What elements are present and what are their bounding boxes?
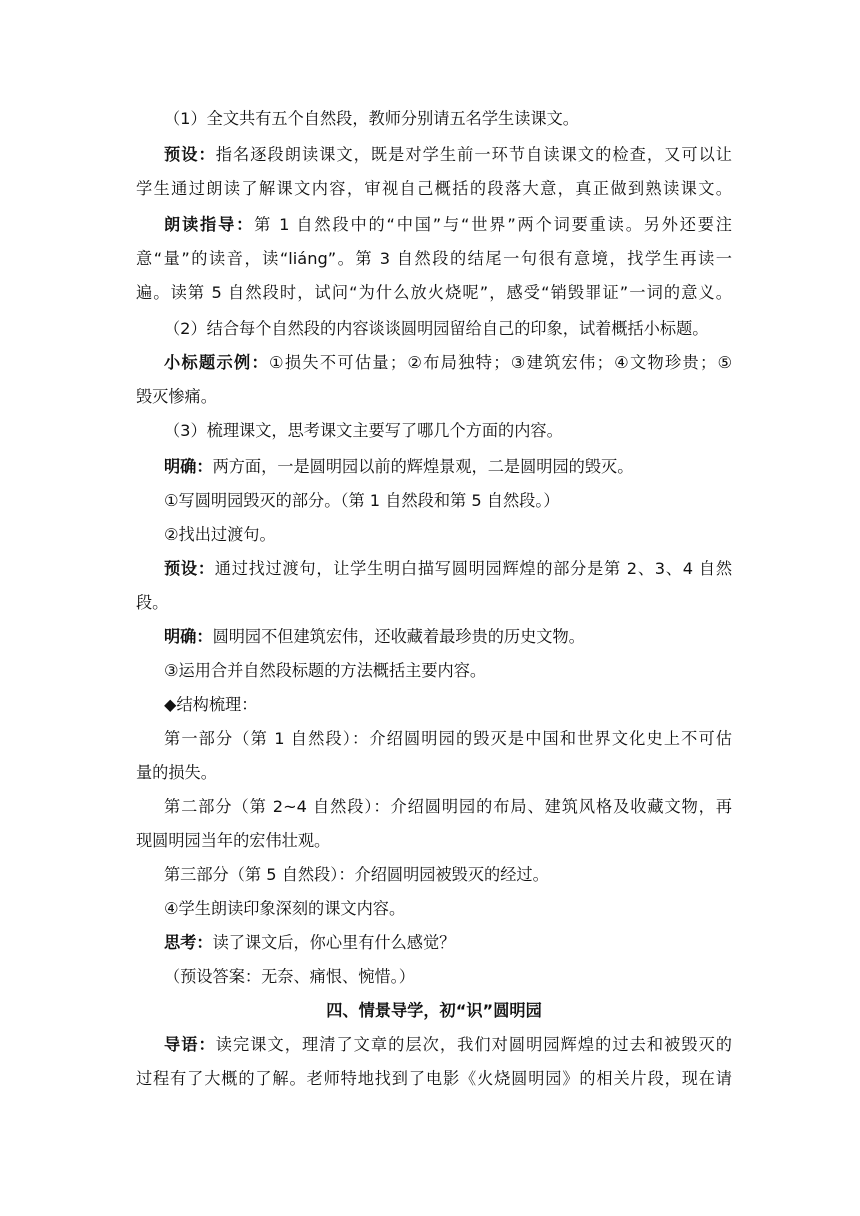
text-line: 预设：通过找过渡句，让学生明白描写圆明园辉煌的部分是第 2、3、4 自然 [164,559,733,578]
text-line: ◆结构梳理： [164,695,258,714]
text-line: 毁灭惨痛。 [136,387,217,406]
text-line: 思考：读了课文后，你心里有什么感觉？ [164,933,456,952]
section-heading: 四、情景导学，初“识”圆明园 [326,1001,542,1020]
text-line: 明确：两方面，一是圆明园以前的辉煌景观，二是圆明园的毁灭。 [164,457,634,476]
text-line: 段。 [136,593,169,612]
text-line: 第一部分（第 1 自然段）：介绍圆明园的毁灭是中国和世界文化史上不可估 [164,729,732,748]
text-line: 朗读指导：第 1 自然段中的“中国”与“世界”两个词要重读。另外还要注 [164,215,732,234]
text-line: 过程有了大概的了解。老师特地找到了电影《火烧圆明园》的相关片段，现在请 [136,1069,732,1088]
text-line: ③运用合并自然段标题的方法概括主要内容。 [164,661,487,680]
text-line: （1）全文共有五个自然段，教师分别请五名学生读课文。 [164,109,579,128]
text-line: （2）结合每个自然段的内容谈谈圆明园留给自己的印象，试着概括小标题。 [164,319,709,338]
text-line: （3）梳理课文，思考课文主要写了哪几个方面的内容。 [164,421,563,440]
text-line: 遍。读第 5 自然段时，试问“为什么放火烧呢”，感受“销毁罪证”一词的意义。 [136,283,732,302]
text-line: 明确：圆明园不但建筑宏伟，还收藏着最珍贵的历史文物。 [164,627,585,646]
text-line: ④学生朗读印象深刻的课文内容。 [164,899,406,918]
text-line: 量的损失。 [136,763,217,782]
text-line: 导语：读完课文，理清了文章的层次，我们对圆明园辉煌的过去和被毁灭的 [164,1035,732,1054]
text-line: 预设：指名逐段朗读课文，既是对学生前一环节自读课文的检查，又可以让 [164,145,732,164]
text-line: 意“量”的读音，读“liáng”。第 3 自然段的结尾一句很有意境，找学生再读一 [136,249,732,268]
text-line: 第二部分（第 2~4 自然段）：介绍圆明园的布局、建筑风格及收藏文物，再 [164,797,732,816]
text-line: 第三部分（第 5 自然段）：介绍圆明园被毁灭的经过。 [164,865,549,884]
text-line: ②找出过渡句。 [164,525,276,544]
text-line: （预设答案：无奈、痛恨、惋惜。） [164,967,415,986]
text-line: ①写圆明园毁灭的部分。（第 1 自然段和第 5 自然段。） [164,491,560,510]
text-line: 学生通过朗读了解课文内容，审视自己概括的段落大意，真正做到熟读课文。 [136,179,732,198]
text-line: 小标题示例：①损失不可估量；②布局独特；③建筑宏伟；④文物珍贵；⑤ [164,353,733,372]
text-line: 现圆明园当年的宏伟壮观。 [136,831,331,850]
